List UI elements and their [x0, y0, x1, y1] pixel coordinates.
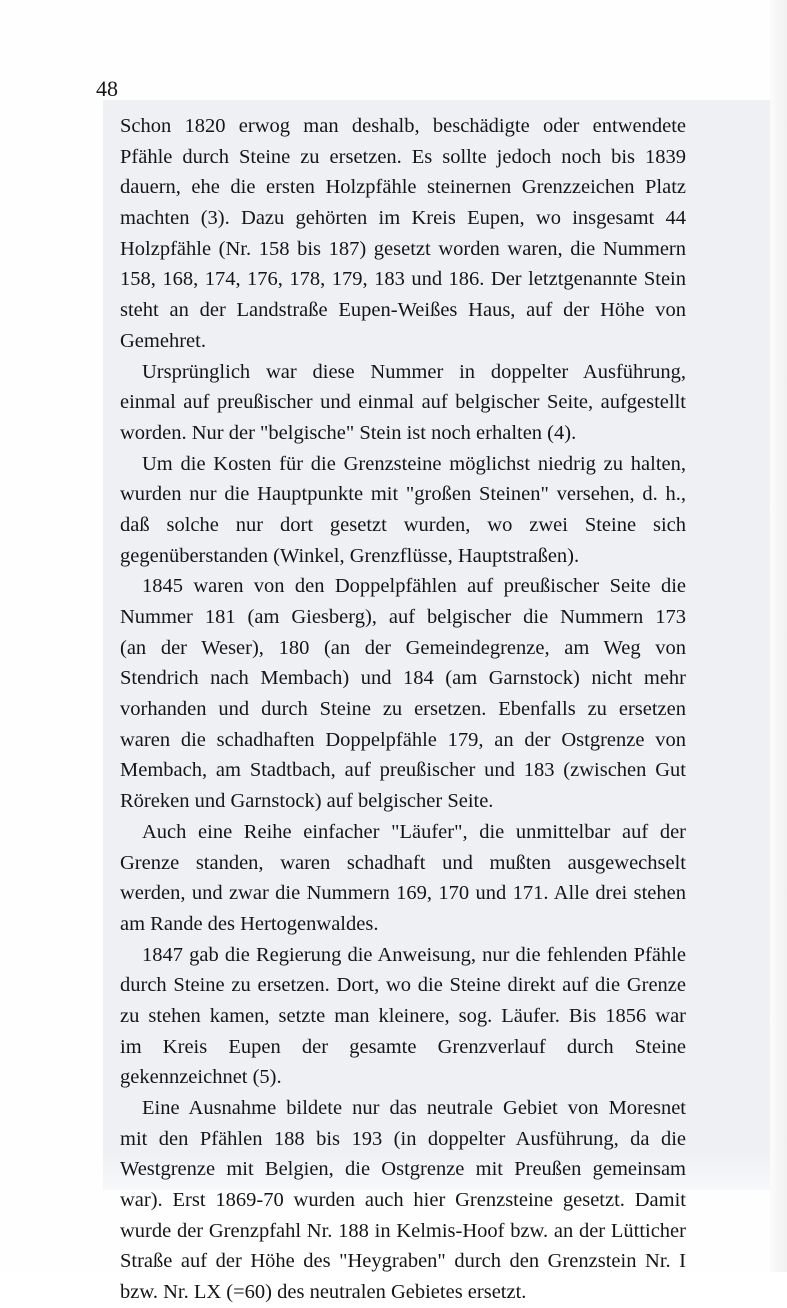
- text-line: Um die Kosten für die Grenzsteine möglichst niedrig zu halten,: [142, 452, 686, 475]
- text-line: war). Erst 1869-70 wurden auch hier Grenzsteine gesetzt. Damit: [120, 1189, 686, 1212]
- text-line: Auch eine Reihe einfacher "Läufer", die unmittelbar auf der: [142, 820, 686, 843]
- text-line: werden, und zwar die Nummern 169, 170 und 171. Alle drei stehen: [120, 882, 686, 905]
- text-line: dauern, ehe die ersten Holzpfähle steinernen Grenzzeichen Platz: [120, 176, 686, 199]
- paragraph: [120, 817, 686, 940]
- text-line: Gemehret.: [120, 329, 206, 352]
- text-line: Schon 1820 erwog man deshalb, beschädigte oder entwendete: [120, 115, 686, 137]
- paragraph: [120, 571, 686, 817]
- paragraph: [120, 449, 686, 572]
- paragraph: [120, 357, 686, 449]
- text-line: gegenüberstanden (Winkel, Grenzflüsse, Hauptstraßen).: [120, 544, 580, 567]
- text-line: 1847 gab die Regierung die Anweisung, nur die fehlenden Pfähle: [142, 943, 686, 966]
- paragraph: [120, 940, 686, 1093]
- paragraph: [120, 111, 686, 357]
- text-line: steht an der Landstraße Eupen-Weißes Haus, auf der Höhe von: [120, 299, 686, 322]
- text-line: bzw. Nr. LX (=60) des neutralen Gebietes ersetzt.: [120, 1281, 527, 1304]
- text-line: vorhanden und durch Steine zu ersetzen. Ebenfalls zu ersetzen: [120, 698, 686, 721]
- text-line: Pfähle durch Steine zu ersetzen. Es sollte jedoch noch bis 1839: [120, 145, 686, 168]
- page-edge: [770, 0, 787, 1272]
- text-line: am Rande des Hertogenwaldes.: [120, 912, 379, 935]
- body-text: [120, 111, 686, 1308]
- text-line: einmal auf preußischer und einmal auf belgischer Seite, aufgestellt: [120, 391, 686, 414]
- text-line: waren die schadhaften Doppelpfähle 179, an der Ostgrenze von: [120, 728, 686, 751]
- text-line: Westgrenze mit Belgien, die Ostgrenze mit Preußen gemeinsam: [120, 1158, 686, 1181]
- text-line: Holzpfähle (Nr. 158 bis 187) gesetzt worden waren, die Nummern: [120, 237, 686, 260]
- paragraph: [120, 1093, 686, 1308]
- text-line: wurden nur die Hauptpunkte mit "großen Steinen" versehen, d. h.,: [120, 483, 686, 506]
- text-line: Ursprünglich war diese Nummer in doppelter Ausführung,: [142, 360, 686, 383]
- text-line: machten (3). Dazu gehörten im Kreis Eupen, wo insgesamt 44: [120, 207, 686, 230]
- text-line: 158, 168, 174, 176, 178, 179, 183 und 186. Der letztgenannte Stein: [120, 268, 686, 291]
- text-line: worden. Nur der "belgische" Stein ist noch erhalten (4).: [120, 421, 577, 444]
- text-line: Straße auf der Höhe des "Heygraben" durch den Grenzstein Nr. I: [120, 1250, 686, 1273]
- text-line: gekennzeichnet (5).: [120, 1066, 282, 1089]
- text-line: durch Steine zu ersetzen. Dort, wo die Steine direkt auf die Grenze: [120, 974, 686, 997]
- text-line: (an der Weser), 180 (an der Gemeindegrenze, am Weg von: [120, 636, 686, 659]
- page-number: 48: [96, 76, 118, 101]
- text-line: 1845 waren von den Doppelpfählen auf preußischer Seite die: [142, 575, 686, 598]
- text-line: im Kreis Eupen der gesamte Grenzverlauf durch Steine: [120, 1035, 686, 1058]
- text-line: Membach, am Stadtbach, auf preußischer und 183 (zwischen Gut: [120, 759, 686, 782]
- text-line: Stendrich nach Membach) und 184 (am Garnstock) nicht mehr: [120, 667, 686, 690]
- text-line: Nummer 181 (am Giesberg), auf belgischer die Nummern 173: [120, 606, 686, 628]
- text-line: zu stehen kamen, setzte man kleinere, sog. Läufer. Bis 1856 war: [120, 1004, 686, 1027]
- text-line: daß solche nur dort gesetzt wurden, wo zwei Steine sich: [120, 513, 686, 536]
- text-line: wurde der Grenzpfahl Nr. 188 in Kelmis-Hoof bzw. an der Lütticher: [120, 1219, 686, 1242]
- text-line: Grenze standen, waren schadhaft und mußten ausgewechselt: [120, 851, 686, 874]
- text-line: Röreken und Garnstock) auf belgischer Seite.: [120, 790, 494, 813]
- text-line: Eine Ausnahme bildete nur das neutrale Gebiet von Moresnet: [142, 1097, 686, 1119]
- text-line: mit den Pfählen 188 bis 193 (in doppelter Ausführung, da die: [120, 1127, 686, 1150]
